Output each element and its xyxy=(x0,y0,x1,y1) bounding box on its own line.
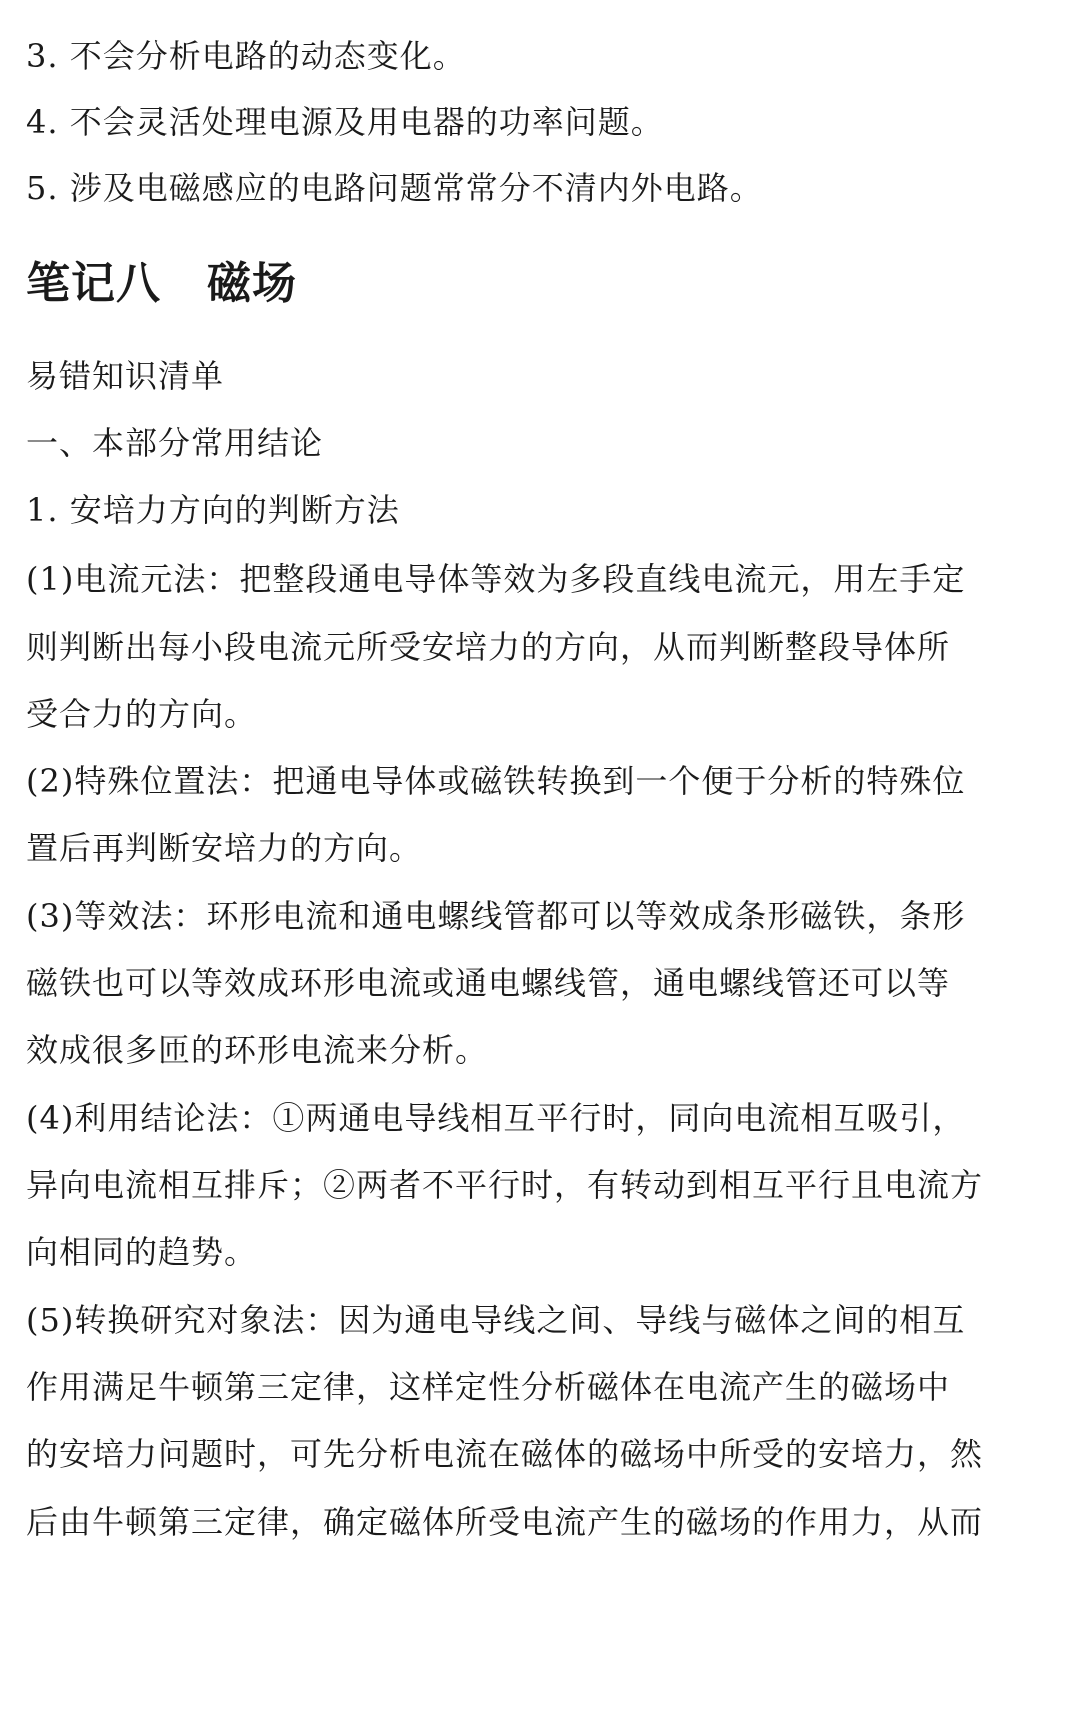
heading-number: 笔记八 xyxy=(26,258,161,309)
method-4-line-2: 异向电流相互排斥；②两者不平行时，有转动到相互平行且电流方 xyxy=(26,1166,984,1204)
method-3-line-3: 效成很多匝的环形电流来分析。 xyxy=(26,1031,489,1069)
method-1-line-1: (1)电流元法：把整段通电导体等效为多段直线电流元，用左手定 xyxy=(26,560,966,598)
list-item-5: 5. 涉及电磁感应的电路问题常常分不清内外电路。 xyxy=(26,169,763,207)
section-title: 一、本部分常用结论 xyxy=(26,424,324,462)
method-4-line-3: 向相同的趋势。 xyxy=(26,1233,258,1271)
heading-title: 磁场 xyxy=(207,258,297,309)
method-2-line-1: (2)特殊位置法：把通电导体或磁铁转换到一个便于分析的特殊位 xyxy=(26,762,966,800)
method-5-line-4: 后由牛顿第三定律，确定磁体所受电流产生的磁场的作用力，从而 xyxy=(26,1503,984,1541)
method-5-line-2: 作用满足牛顿第三定律，这样定性分析磁体在电流产生的磁场中 xyxy=(26,1368,951,1406)
item-title: 1. 安培力方向的判断方法 xyxy=(26,491,400,529)
method-3-line-1: (3)等效法：环形电流和通电螺线管都可以等效成条形磁铁，条形 xyxy=(26,897,966,935)
method-5-line-3: 的安培力问题时，可先分析电流在磁体的磁场中所受的安培力，然 xyxy=(26,1435,984,1473)
method-1-line-3: 受合力的方向。 xyxy=(26,695,258,733)
list-item-4: 4. 不会灵活处理电源及用电器的功率问题。 xyxy=(26,103,664,141)
list-item-3: 3. 不会分析电路的动态变化。 xyxy=(26,37,466,75)
method-3-line-2: 磁铁也可以等效成环形电流或通电螺线管，通电螺线管还可以等 xyxy=(26,964,951,1002)
method-4-line-1: (4)利用结论法：①两通电导线相互平行时，同向电流相互吸引， xyxy=(26,1099,966,1137)
method-1-line-2: 则判断出每小段电流元所受安培力的方向，从而判断整段导体所 xyxy=(26,628,951,666)
method-5-line-1: (5)转换研究对象法：因为通电导线之间、导线与磁体之间的相互 xyxy=(26,1301,966,1339)
subtitle: 易错知识清单 xyxy=(26,357,225,395)
method-2-line-2: 置后再判断安培力的方向。 xyxy=(26,829,423,867)
section-heading xyxy=(26,258,297,310)
